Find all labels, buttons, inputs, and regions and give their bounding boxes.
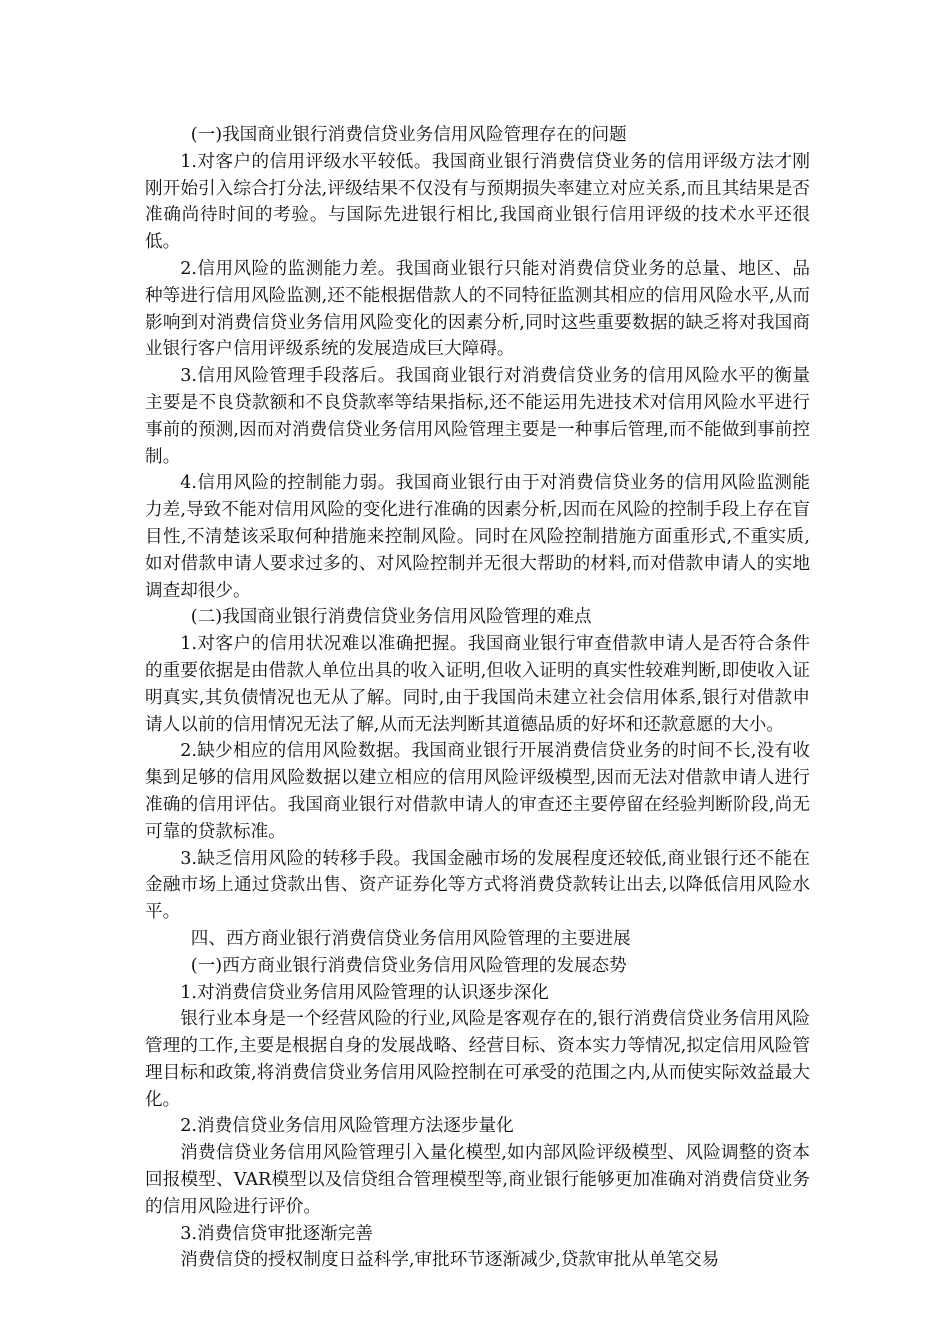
paragraph: 2.信用风险的监测能力差。我国商业银行只能对消费信贷业务的总量、地区、品种等进行信用风险监测,还不能根据借款人的不同特征监测其相应的信用风险水平,从而影响到对消费信贷业务信用风险变化的因素分析,同时这些重要数据的缺乏将对我国商业银行客户信用评级系统的发展造成巨大障碍。: [145, 258, 810, 360]
subheading: 2.消费信贷业务信用风险管理方法逐步量化: [180, 1116, 514, 1137]
paragraph: 4.信用风险的控制能力弱。我国商业银行由于对消费信贷业务的信用风险监测能力差,导致不能对信用风险的变化进行准确的因素分析,因而在风险的控制手段上存在盲目性,不清楚该采取何种措施来控制风险。同时在风险控制措施方面重形式,不重实质,如对借款申请人要求过多的、对风险控制并无很大帮助的材料,而对借款申请人的实地调查却很少。: [145, 473, 810, 601]
subheading: 3.消费信贷审批逐渐完善: [180, 1223, 373, 1244]
paragraph: 3.缺乏信用风险的转移手段。我国金融市场的发展程度还较低,商业银行还不能在金融市场上通过贷款出售、资产证券化等方式将消费贷款转让出去,以降低信用风险水平。: [145, 848, 810, 923]
paragraph: 1.对客户的信用状况难以准确把握。我国商业银行审查借款申请人是否符合条件的重要依据是由借款人单位出具的收入证明,但收入证明的真实性较难判断,即使收入证明真实,其负债情况也无从了解。同时,由于我国尚未建立社会信用体系,银行对借款申请人以前的信用情况无法了解,从而无法判断其道德品质的好坏和还款意愿的大小。: [145, 634, 810, 735]
paragraph: 1.对客户的信用评级水平较低。我国商业银行消费信贷业务的信用评级方法才刚刚开始引入综合打分法,评级结果不仅没有与预期损失率建立对应关系,而且其结果是否准确尚待时间的考验。与国际先进银行相比,我国商业银行信用评级的技术水平还很低。: [145, 151, 810, 253]
document-body: [145, 122, 810, 1274]
section-heading: (一)西方商业银行消费信贷业务信用风险管理的发展态势: [190, 955, 627, 976]
paragraph: 银行业本身是一个经营风险的行业,风险是客观存在的,银行消费信贷业务信用风险管理的工作,主要是根据自身的发展战略、经营目标、资本实力等情况,拟定信用风险管理目标和政策,将消费信贷业务信用风险控制在可承受的范围之内,从而使实际效益最大化。: [145, 1009, 810, 1110]
chapter-heading: 四、西方商业银行消费信贷业务信用风险管理的主要进展: [190, 928, 631, 949]
paragraph: 3.信用风险管理手段落后。我国商业银行对消费信贷业务的信用风险水平的衡量主要是不良贷款额和不良贷款率等结果指标,还不能运用先进技术对信用风险水平进行事前的预测,因而对消费信贷业务信用风险管理主要是一种事后管理,而不能做到事前控制。: [145, 366, 810, 467]
section-heading: (二)我国商业银行消费信贷业务信用风险管理的难点: [190, 607, 592, 628]
paragraph: 消费信贷业务信用风险管理引入量化模型,如内部风险评级模型、风险调整的资本回报模型、VAR模型以及信贷组合管理模型等,商业银行能够更加准确对消费信贷业务的信用风险进行评价。: [145, 1143, 810, 1217]
subheading: 1.对消费信贷业务信用风险管理的认识逐步深化: [180, 982, 549, 1003]
section-heading: (一)我国商业银行消费信贷业务信用风险管理存在的问题: [190, 125, 627, 145]
paragraph: 消费信贷的授权制度日益科学,审批环节逐渐减少,贷款审批从单笔交易: [180, 1250, 720, 1271]
paragraph: 2.缺少相应的信用风险数据。我国商业银行开展消费信贷业务的时间不长,没有收集到足够的信用风险数据以建立相应的信用风险评级模型,因而无法对借款申请人进行准确的信用评估。我国商业银行对借款申请人的审查还主要停留在经验判断阶段,尚无可靠的贷款标准。: [145, 741, 810, 842]
